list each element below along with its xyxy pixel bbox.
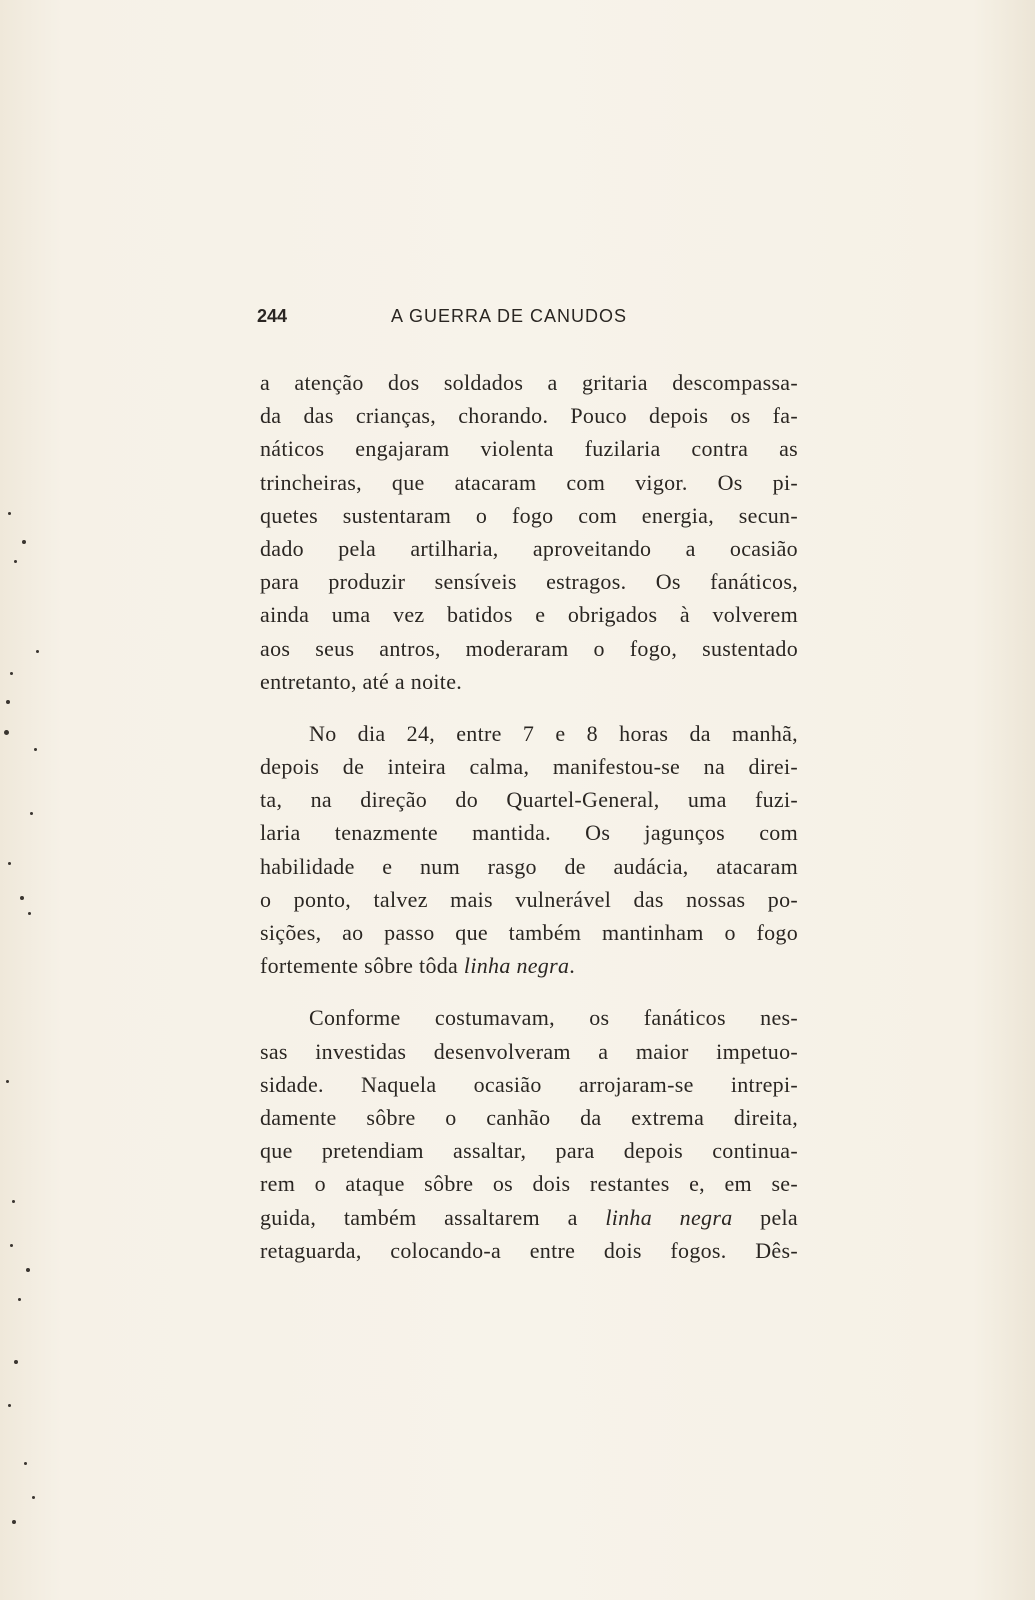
body-text <box>260 366 798 1267</box>
text-line: Conforme costumavam, os fanáticos nes- <box>309 1005 798 1031</box>
paragraph-2 <box>260 717 798 983</box>
text-line: sições, ao passo que também mantinham o fogo <box>260 920 798 945</box>
text-line: da das crianças, chorando. Pouco depois os fa- <box>260 403 798 429</box>
italic-term: linha negra <box>605 1204 733 1230</box>
italic-term: linha negra <box>463 953 570 979</box>
text-line: o ponto, talvez mais vulnerável das nossas po- <box>260 886 798 912</box>
page-number: 244 <box>257 306 288 326</box>
text-line: a atenção dos soldados a gritaria descompassa- <box>260 370 798 395</box>
text-line <box>260 1201 798 1234</box>
text-line: náticos engajaram violenta fuzilaria contra as <box>260 436 798 462</box>
text-line: quetes sustentaram o fogo com energia, secun- <box>260 502 798 528</box>
text-line: que pretendiam assaltar, para depois continua- <box>260 1138 798 1164</box>
text-line: para produzir sensíveis estragos. Os fanáticos, <box>260 569 798 595</box>
text-line: No dia 24, entre 7 e 8 horas da manhã, <box>309 720 798 746</box>
running-title: A GUERRA DE CANUDOS <box>391 306 628 326</box>
text-line <box>260 949 798 982</box>
text-line: rem o ataque sôbre os dois restantes e, em se- <box>260 1171 798 1197</box>
running-header <box>257 306 677 328</box>
paragraph-1 <box>260 366 798 698</box>
text-line: entretanto, até a noite. <box>260 668 463 694</box>
text-line: ainda uma vez batidos e obrigados à volverem <box>260 602 798 628</box>
text-line: dado pela artilharia, aproveitando a ocasião <box>260 535 798 561</box>
text-line: retaguarda, colocando-a entre dois fogos. Dês- <box>260 1237 798 1263</box>
text-line: habilidade e num rasgo de audácia, atacaram <box>260 853 798 879</box>
text-line: laria tenazmente mantida. Os jagunços com <box>260 820 798 846</box>
text-line: ta, na direção do Quartel-General, uma fuzi- <box>260 787 798 813</box>
text-line: depois de inteira calma, manifestou-se na direi- <box>260 754 798 780</box>
text-segment: . <box>569 953 576 979</box>
text-segment: guida, também assaltarem a <box>260 1204 606 1230</box>
paragraph-3 <box>260 1001 798 1267</box>
text-line: damente sôbre o canhão da extrema direita, <box>260 1104 798 1130</box>
text-segment: fortemente sôbre tôda <box>260 953 464 979</box>
text-segment: pela <box>732 1204 798 1230</box>
text-line: sidade. Naquela ocasião arrojaram-se intrepi- <box>260 1071 798 1097</box>
text-line: aos seus antros, moderaram o fogo, sustentado <box>260 635 798 661</box>
text-line: sas investidas desenvolveram a maior impetuo- <box>260 1038 798 1064</box>
text-line: trincheiras, que atacaram com vigor. Os pi- <box>260 469 798 495</box>
